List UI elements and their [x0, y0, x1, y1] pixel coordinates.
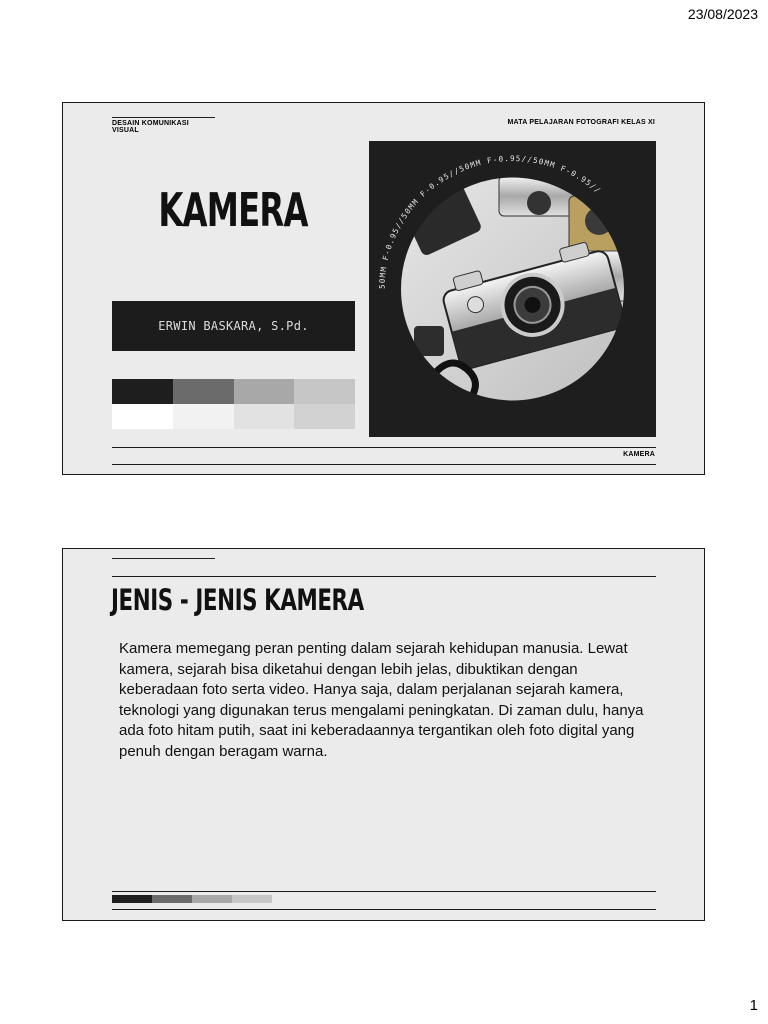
strip-swatch: [112, 895, 152, 903]
palette-swatch: [173, 404, 234, 429]
palette-swatch: [173, 379, 234, 404]
lens-ring-text: 50MM F-0.95//50MM F-0.95//50MM F-0.95//50MM F-0.95//: [377, 153, 603, 290]
footer-rule-bottom: [112, 909, 656, 910]
strip-swatch: [152, 895, 192, 903]
header-short-rule: [112, 558, 215, 559]
color-palette: [112, 379, 355, 429]
palette-swatch: [234, 379, 295, 404]
palette-swatch: [112, 404, 173, 429]
palette-swatch: [294, 404, 355, 429]
palette-swatch: [294, 379, 355, 404]
palette-swatch: [234, 404, 295, 429]
slide-content: [62, 548, 705, 921]
palette-swatch: [112, 379, 173, 404]
page-date: 23/08/2023: [687, 6, 758, 22]
section-heading: JENIS - JENIS KAMERA: [111, 583, 364, 617]
body-paragraph: Kamera memegang peran penting dalam sejarah kehidupan manusia. Lewat kamera, sejarah bisa diketahui dengan lebih jelas, dibuktikan dengan keberadaan foto serta video. Hanya saja, dalam perjalanan sejarah kamera, teknologi yang digunakan terus mengalami peningkatan. Di zaman dulu, hanya ada foto hitam putih, saat ini keberadaannya tergantikan oleh foto digital yang penuh dengan beragam warna.: [119, 640, 644, 760]
color-strip: [112, 895, 272, 903]
footer-rule-top: [112, 447, 656, 448]
author-box: [112, 301, 355, 351]
strip-swatch: [192, 895, 232, 903]
header-course: MATA PELAJARAN FOTOGRAFI KELAS XI: [507, 119, 655, 126]
slide-title-text: KAMERA: [158, 183, 308, 237]
camera-photo: [369, 141, 656, 437]
footer-label: KAMERA: [623, 451, 655, 458]
footer-rule-top: [112, 891, 656, 892]
camera-photo-icon: [369, 141, 656, 437]
slide-title: [62, 102, 705, 475]
author-name: ERWIN BASKARA, S.Pd.: [158, 319, 309, 333]
footer-rule-bottom: [112, 464, 656, 465]
header-rule: [112, 576, 656, 577]
page-number: 1: [749, 997, 758, 1014]
strip-swatch: [232, 895, 272, 903]
header-subject: DESAIN KOMUNIKASI VISUAL: [112, 117, 215, 134]
